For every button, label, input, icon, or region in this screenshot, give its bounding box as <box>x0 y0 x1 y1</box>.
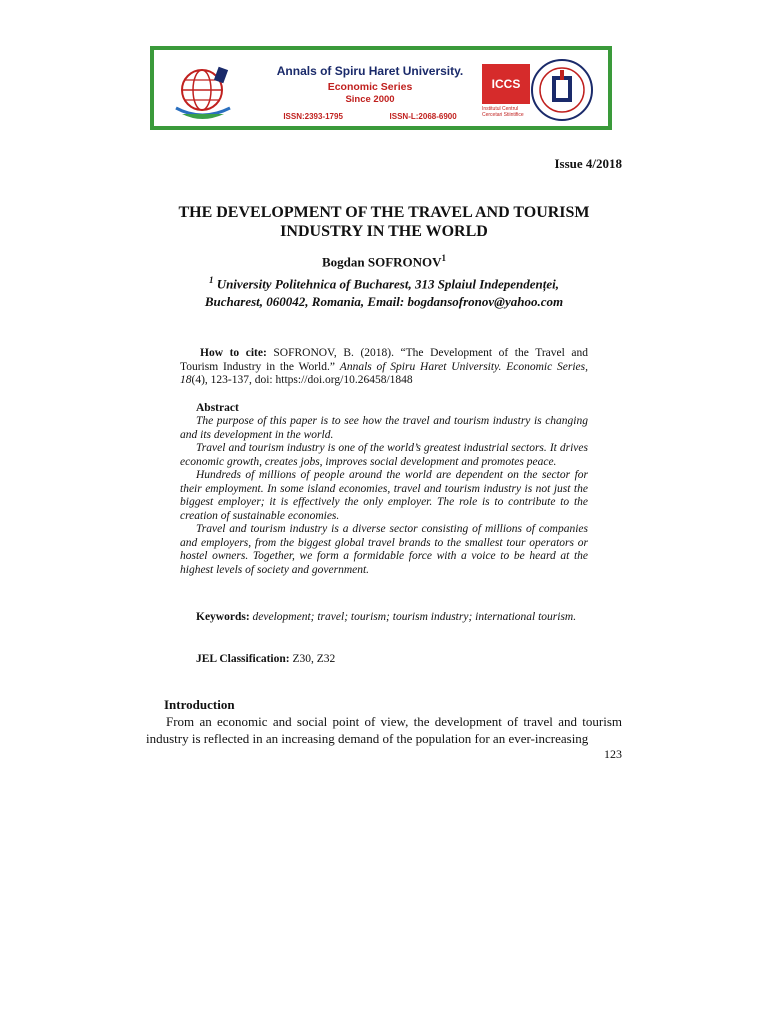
abstract-paragraph: Travel and tourism industry is a diverse sector consisting of millions of companies and employers, from the biggest global travel brands to the smallest tour operators or hostel owners. Together, we form a formidable force with a voice to be heard at the highest levels of society and government. <box>180 523 588 576</box>
abstract-paragraph: The purpose of this paper is to see how the travel and tourism industry is changing and its development in the world. <box>180 415 588 441</box>
affiliation-sup: 1 <box>208 275 214 285</box>
journal-series: Economic Series <box>327 81 413 93</box>
page-number: 123 <box>604 747 622 761</box>
iccs-logo <box>482 64 530 120</box>
affiliation <box>140 271 628 311</box>
introduction-heading: Introduction <box>164 697 235 712</box>
globe-logo-icon <box>172 64 236 124</box>
issue-label: Issue 4/2018 <box>554 156 622 171</box>
introduction-body <box>146 713 622 747</box>
abstract-heading: Abstract <box>196 402 239 414</box>
journal-banner <box>150 46 612 130</box>
university-seal-icon <box>530 58 594 122</box>
affiliation-line-2: Bucharest, 060042, Romania, Email: bogdansofronov@yahoo.com <box>204 294 564 310</box>
cite-text-1: SOFRONOV, B. (2018). “The Development of the Travel and Tourism Industry in the World.” <box>180 347 588 373</box>
introduction-text: From an economic and social point of view, the development of travel and tourism industry is reflected in an increasing demand of the population for an ever-increasing <box>146 714 622 746</box>
iccs-label: ICCS <box>482 64 530 104</box>
iccs-subtitle: Institutul Centrul Cercetari Stiintifice <box>482 106 524 118</box>
abstract-body <box>180 415 588 577</box>
abstract-paragraph: Travel and tourism industry is one of the world’s greatest industrial sectors. It drives economic growth, creates jobs, improves social development and promotes peace. <box>180 442 588 468</box>
journal-since: Since 2000 <box>345 94 395 105</box>
affiliation-line-1: University Politehnica of Bucharest, 313 Splaiul Independenței, <box>216 276 560 292</box>
citation <box>180 347 588 388</box>
issn: ISSN:2393-1795 <box>283 112 343 121</box>
cite-text-2: (4), 123-137, doi: https://doi.org/10.26458/1848 <box>191 374 413 386</box>
cite-journal: Annals of Spiru Haret University. Economic Series, 18 <box>180 360 588 386</box>
paper-title: THE DEVELOPMENT OF THE TRAVEL AND TOURISM INDUSTRY IN THE WORLD <box>178 204 590 240</box>
cite-label: How to cite: <box>200 347 267 359</box>
jel-text: Z30, Z32 <box>289 653 336 665</box>
issn-bar <box>260 112 480 126</box>
keywords-text: development; travel; tourism; tourism industry; international tourism. <box>249 611 577 623</box>
author-sup: 1 <box>441 253 447 263</box>
keywords-label: Keywords: <box>196 611 250 623</box>
keywords <box>180 611 588 625</box>
issn-l: ISSN-L:2068-6900 <box>389 112 457 121</box>
jel-classification <box>180 653 588 667</box>
abstract-paragraph: Hundreds of millions of people around the world are dependent on the sector for their employment. In some island economies, travel and tourism industry is not just the biggest employer; it is effectively the only employer. The role is to contribute to the creation of sustainable economies. <box>180 469 588 522</box>
journal-title: Annals of Spiru Haret University. <box>276 64 464 78</box>
author-name: Bogdan SOFRONOV <box>321 254 442 270</box>
author <box>140 253 628 270</box>
jel-label: JEL Classification: <box>196 653 290 665</box>
